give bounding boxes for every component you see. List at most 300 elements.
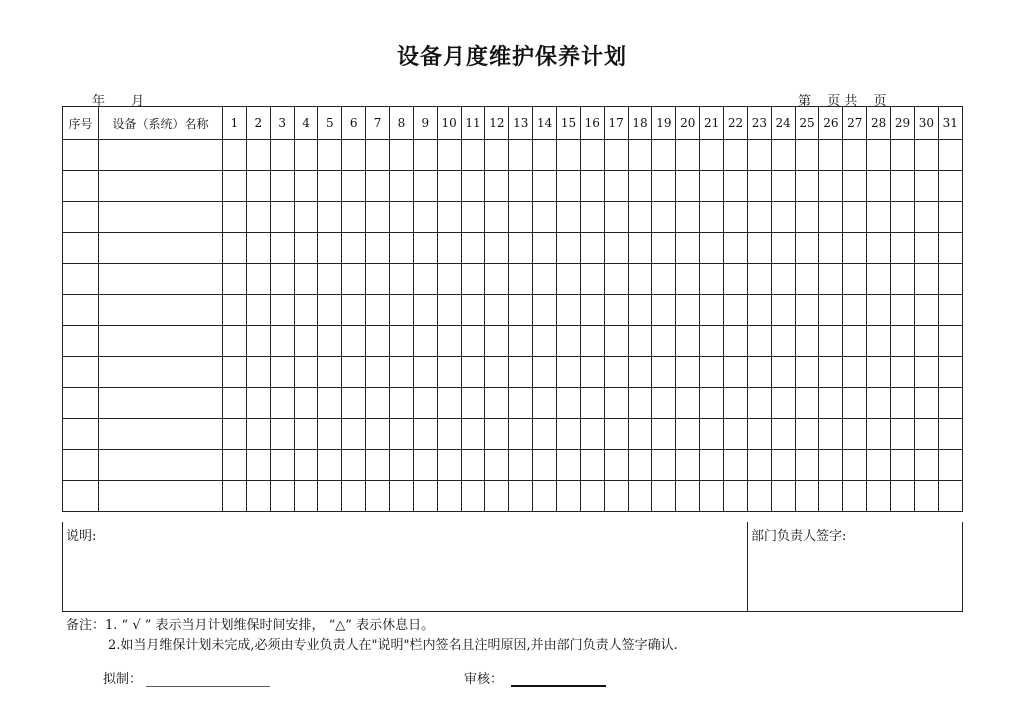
day-cell[interactable] — [390, 419, 414, 450]
day-cell[interactable] — [461, 388, 485, 419]
day-cell[interactable] — [652, 481, 676, 512]
day-cell[interactable] — [223, 326, 247, 357]
day-cell[interactable] — [580, 326, 604, 357]
day-cell[interactable] — [342, 233, 366, 264]
day-cell[interactable] — [390, 202, 414, 233]
day-cell[interactable] — [580, 264, 604, 295]
day-cell[interactable] — [366, 481, 390, 512]
day-cell[interactable] — [724, 171, 748, 202]
day-cell[interactable] — [461, 140, 485, 171]
day-cell[interactable] — [557, 264, 581, 295]
day-cell[interactable] — [867, 295, 891, 326]
day-cell[interactable] — [294, 202, 318, 233]
day-cell[interactable] — [843, 481, 867, 512]
day-cell[interactable] — [628, 295, 652, 326]
day-cell[interactable] — [795, 295, 819, 326]
day-cell[interactable] — [843, 295, 867, 326]
day-cell[interactable] — [771, 233, 795, 264]
day-cell[interactable] — [509, 419, 533, 450]
day-cell[interactable] — [652, 357, 676, 388]
day-cell[interactable] — [604, 388, 628, 419]
day-cell[interactable] — [795, 388, 819, 419]
day-cell[interactable] — [223, 202, 247, 233]
day-cell[interactable] — [390, 481, 414, 512]
day-cell[interactable] — [413, 388, 437, 419]
day-cell[interactable] — [843, 357, 867, 388]
day-cell[interactable] — [413, 326, 437, 357]
day-cell[interactable] — [891, 171, 915, 202]
day-cell[interactable] — [437, 233, 461, 264]
day-cell[interactable] — [223, 233, 247, 264]
day-cell[interactable] — [557, 388, 581, 419]
day-cell[interactable] — [485, 171, 509, 202]
day-cell[interactable] — [461, 450, 485, 481]
day-cell[interactable] — [819, 388, 843, 419]
day-cell[interactable] — [270, 202, 294, 233]
day-cell[interactable] — [390, 233, 414, 264]
day-cell[interactable] — [557, 419, 581, 450]
equipment-name-cell[interactable] — [99, 450, 223, 481]
day-cell[interactable] — [533, 357, 557, 388]
day-cell[interactable] — [652, 326, 676, 357]
day-cell[interactable] — [891, 357, 915, 388]
day-cell[interactable] — [891, 419, 915, 450]
day-cell[interactable] — [819, 171, 843, 202]
day-cell[interactable] — [747, 264, 771, 295]
day-cell[interactable] — [557, 233, 581, 264]
day-cell[interactable] — [270, 233, 294, 264]
day-cell[interactable] — [724, 140, 748, 171]
day-cell[interactable] — [795, 140, 819, 171]
day-cell[interactable] — [747, 450, 771, 481]
day-cell[interactable] — [938, 171, 962, 202]
day-cell[interactable] — [700, 450, 724, 481]
day-cell[interactable] — [413, 171, 437, 202]
day-cell[interactable] — [843, 264, 867, 295]
day-cell[interactable] — [366, 419, 390, 450]
day-cell[interactable] — [628, 419, 652, 450]
day-cell[interactable] — [437, 388, 461, 419]
day-cell[interactable] — [747, 419, 771, 450]
day-cell[interactable] — [294, 233, 318, 264]
day-cell[interactable] — [390, 450, 414, 481]
day-cell[interactable] — [390, 326, 414, 357]
day-cell[interactable] — [509, 450, 533, 481]
day-cell[interactable] — [628, 264, 652, 295]
day-cell[interactable] — [771, 481, 795, 512]
day-cell[interactable] — [294, 388, 318, 419]
equipment-name-cell[interactable] — [99, 481, 223, 512]
day-cell[interactable] — [819, 202, 843, 233]
day-cell[interactable] — [628, 481, 652, 512]
day-cell[interactable] — [270, 419, 294, 450]
day-cell[interactable] — [318, 450, 342, 481]
day-cell[interactable] — [223, 171, 247, 202]
day-cell[interactable] — [891, 388, 915, 419]
day-cell[interactable] — [342, 450, 366, 481]
day-cell[interactable] — [604, 450, 628, 481]
day-cell[interactable] — [724, 419, 748, 450]
day-cell[interactable] — [533, 140, 557, 171]
day-cell[interactable] — [795, 357, 819, 388]
day-cell[interactable] — [437, 450, 461, 481]
day-cell[interactable] — [771, 295, 795, 326]
equipment-name-cell[interactable] — [99, 202, 223, 233]
day-cell[interactable] — [485, 450, 509, 481]
day-cell[interactable] — [246, 140, 270, 171]
seq-cell[interactable] — [63, 388, 99, 419]
day-cell[interactable] — [509, 357, 533, 388]
day-cell[interactable] — [413, 450, 437, 481]
day-cell[interactable] — [580, 388, 604, 419]
day-cell[interactable] — [747, 481, 771, 512]
day-cell[interactable] — [819, 295, 843, 326]
day-cell[interactable] — [938, 419, 962, 450]
day-cell[interactable] — [724, 326, 748, 357]
day-cell[interactable] — [914, 264, 938, 295]
day-cell[interactable] — [270, 171, 294, 202]
day-cell[interactable] — [270, 450, 294, 481]
day-cell[interactable] — [938, 481, 962, 512]
day-cell[interactable] — [867, 419, 891, 450]
day-cell[interactable] — [557, 171, 581, 202]
day-cell[interactable] — [700, 233, 724, 264]
day-cell[interactable] — [747, 233, 771, 264]
day-cell[interactable] — [533, 264, 557, 295]
day-cell[interactable] — [604, 264, 628, 295]
day-cell[interactable] — [318, 202, 342, 233]
day-cell[interactable] — [485, 140, 509, 171]
day-cell[interactable] — [461, 419, 485, 450]
equipment-name-cell[interactable] — [99, 326, 223, 357]
day-cell[interactable] — [246, 450, 270, 481]
day-cell[interactable] — [795, 419, 819, 450]
day-cell[interactable] — [867, 450, 891, 481]
seq-cell[interactable] — [63, 295, 99, 326]
day-cell[interactable] — [628, 233, 652, 264]
day-cell[interactable] — [366, 264, 390, 295]
day-cell[interactable] — [223, 264, 247, 295]
day-cell[interactable] — [700, 171, 724, 202]
day-cell[interactable] — [223, 419, 247, 450]
day-cell[interactable] — [724, 202, 748, 233]
day-cell[interactable] — [914, 233, 938, 264]
day-cell[interactable] — [628, 140, 652, 171]
day-cell[interactable] — [557, 295, 581, 326]
day-cell[interactable] — [318, 481, 342, 512]
day-cell[interactable] — [342, 388, 366, 419]
day-cell[interactable] — [413, 264, 437, 295]
day-cell[interactable] — [533, 481, 557, 512]
day-cell[interactable] — [485, 295, 509, 326]
day-cell[interactable] — [437, 264, 461, 295]
day-cell[interactable] — [366, 326, 390, 357]
day-cell[interactable] — [676, 419, 700, 450]
day-cell[interactable] — [413, 233, 437, 264]
day-cell[interactable] — [318, 233, 342, 264]
day-cell[interactable] — [366, 171, 390, 202]
day-cell[interactable] — [533, 233, 557, 264]
day-cell[interactable] — [342, 481, 366, 512]
day-cell[interactable] — [342, 295, 366, 326]
equipment-name-cell[interactable] — [99, 357, 223, 388]
equipment-name-cell[interactable] — [99, 295, 223, 326]
day-cell[interactable] — [867, 388, 891, 419]
seq-cell[interactable] — [63, 202, 99, 233]
day-cell[interactable] — [843, 202, 867, 233]
day-cell[interactable] — [580, 357, 604, 388]
day-cell[interactable] — [485, 233, 509, 264]
day-cell[interactable] — [914, 388, 938, 419]
day-cell[interactable] — [747, 171, 771, 202]
day-cell[interactable] — [628, 357, 652, 388]
day-cell[interactable] — [246, 171, 270, 202]
day-cell[interactable] — [270, 264, 294, 295]
day-cell[interactable] — [700, 419, 724, 450]
day-cell[interactable] — [843, 171, 867, 202]
day-cell[interactable] — [461, 233, 485, 264]
seq-cell[interactable] — [63, 140, 99, 171]
day-cell[interactable] — [771, 171, 795, 202]
seq-cell[interactable] — [63, 326, 99, 357]
day-cell[interactable] — [795, 233, 819, 264]
day-cell[interactable] — [580, 140, 604, 171]
day-cell[interactable] — [223, 388, 247, 419]
day-cell[interactable] — [533, 326, 557, 357]
day-cell[interactable] — [747, 295, 771, 326]
day-cell[interactable] — [843, 388, 867, 419]
day-cell[interactable] — [771, 450, 795, 481]
day-cell[interactable] — [509, 481, 533, 512]
day-cell[interactable] — [366, 450, 390, 481]
day-cell[interactable] — [533, 171, 557, 202]
day-cell[interactable] — [843, 140, 867, 171]
day-cell[interactable] — [294, 140, 318, 171]
day-cell[interactable] — [294, 171, 318, 202]
day-cell[interactable] — [223, 450, 247, 481]
day-cell[interactable] — [676, 295, 700, 326]
day-cell[interactable] — [771, 388, 795, 419]
day-cell[interactable] — [270, 326, 294, 357]
day-cell[interactable] — [676, 388, 700, 419]
day-cell[interactable] — [318, 326, 342, 357]
day-cell[interactable] — [867, 326, 891, 357]
day-cell[interactable] — [795, 481, 819, 512]
seq-cell[interactable] — [63, 233, 99, 264]
day-cell[interactable] — [246, 326, 270, 357]
day-cell[interactable] — [318, 419, 342, 450]
day-cell[interactable] — [557, 357, 581, 388]
day-cell[interactable] — [819, 481, 843, 512]
day-cell[interactable] — [509, 264, 533, 295]
day-cell[interactable] — [342, 264, 366, 295]
day-cell[interactable] — [771, 326, 795, 357]
day-cell[interactable] — [580, 202, 604, 233]
day-cell[interactable] — [580, 481, 604, 512]
day-cell[interactable] — [533, 295, 557, 326]
day-cell[interactable] — [628, 450, 652, 481]
day-cell[interactable] — [223, 295, 247, 326]
day-cell[interactable] — [700, 357, 724, 388]
day-cell[interactable] — [819, 450, 843, 481]
day-cell[interactable] — [676, 140, 700, 171]
day-cell[interactable] — [914, 326, 938, 357]
day-cell[interactable] — [676, 171, 700, 202]
day-cell[interactable] — [676, 481, 700, 512]
day-cell[interactable] — [294, 419, 318, 450]
day-cell[interactable] — [867, 264, 891, 295]
day-cell[interactable] — [318, 171, 342, 202]
day-cell[interactable] — [294, 264, 318, 295]
day-cell[interactable] — [676, 450, 700, 481]
day-cell[interactable] — [485, 388, 509, 419]
day-cell[interactable] — [557, 140, 581, 171]
day-cell[interactable] — [891, 233, 915, 264]
day-cell[interactable] — [652, 295, 676, 326]
day-cell[interactable] — [700, 202, 724, 233]
day-cell[interactable] — [294, 481, 318, 512]
day-cell[interactable] — [891, 295, 915, 326]
day-cell[interactable] — [580, 295, 604, 326]
day-cell[interactable] — [223, 357, 247, 388]
day-cell[interactable] — [891, 481, 915, 512]
day-cell[interactable] — [461, 264, 485, 295]
day-cell[interactable] — [318, 295, 342, 326]
day-cell[interactable] — [437, 357, 461, 388]
day-cell[interactable] — [700, 295, 724, 326]
day-cell[interactable] — [223, 481, 247, 512]
day-cell[interactable] — [604, 233, 628, 264]
day-cell[interactable] — [914, 450, 938, 481]
day-cell[interactable] — [771, 419, 795, 450]
day-cell[interactable] — [700, 140, 724, 171]
day-cell[interactable] — [795, 202, 819, 233]
day-cell[interactable] — [795, 450, 819, 481]
day-cell[interactable] — [843, 233, 867, 264]
day-cell[interactable] — [604, 202, 628, 233]
equipment-name-cell[interactable] — [99, 140, 223, 171]
day-cell[interactable] — [604, 140, 628, 171]
day-cell[interactable] — [390, 171, 414, 202]
day-cell[interactable] — [366, 202, 390, 233]
day-cell[interactable] — [557, 326, 581, 357]
day-cell[interactable] — [342, 171, 366, 202]
day-cell[interactable] — [557, 481, 581, 512]
day-cell[interactable] — [557, 202, 581, 233]
day-cell[interactable] — [294, 295, 318, 326]
day-cell[interactable] — [676, 357, 700, 388]
day-cell[interactable] — [437, 140, 461, 171]
day-cell[interactable] — [819, 264, 843, 295]
day-cell[interactable] — [795, 171, 819, 202]
day-cell[interactable] — [914, 202, 938, 233]
day-cell[interactable] — [914, 140, 938, 171]
day-cell[interactable] — [676, 326, 700, 357]
day-cell[interactable] — [318, 264, 342, 295]
day-cell[interactable] — [580, 171, 604, 202]
day-cell[interactable] — [342, 326, 366, 357]
day-cell[interactable] — [891, 140, 915, 171]
day-cell[interactable] — [819, 233, 843, 264]
seq-cell[interactable] — [63, 171, 99, 202]
day-cell[interactable] — [390, 357, 414, 388]
day-cell[interactable] — [867, 140, 891, 171]
day-cell[interactable] — [747, 326, 771, 357]
seq-cell[interactable] — [63, 450, 99, 481]
day-cell[interactable] — [437, 481, 461, 512]
day-cell[interactable] — [485, 326, 509, 357]
seq-cell[interactable] — [63, 481, 99, 512]
day-cell[interactable] — [938, 264, 962, 295]
day-cell[interactable] — [294, 450, 318, 481]
day-cell[interactable] — [891, 450, 915, 481]
day-cell[interactable] — [461, 171, 485, 202]
day-cell[interactable] — [747, 388, 771, 419]
day-cell[interactable] — [938, 326, 962, 357]
day-cell[interactable] — [437, 202, 461, 233]
day-cell[interactable] — [652, 419, 676, 450]
day-cell[interactable] — [246, 295, 270, 326]
day-cell[interactable] — [485, 419, 509, 450]
day-cell[interactable] — [867, 233, 891, 264]
day-cell[interactable] — [652, 202, 676, 233]
day-cell[interactable] — [938, 233, 962, 264]
day-cell[interactable] — [891, 202, 915, 233]
day-cell[interactable] — [891, 264, 915, 295]
day-cell[interactable] — [771, 264, 795, 295]
day-cell[interactable] — [580, 233, 604, 264]
day-cell[interactable] — [366, 140, 390, 171]
day-cell[interactable] — [318, 140, 342, 171]
day-cell[interactable] — [771, 357, 795, 388]
day-cell[interactable] — [724, 264, 748, 295]
day-cell[interactable] — [700, 388, 724, 419]
day-cell[interactable] — [843, 326, 867, 357]
day-cell[interactable] — [509, 171, 533, 202]
day-cell[interactable] — [390, 264, 414, 295]
day-cell[interactable] — [724, 357, 748, 388]
day-cell[interactable] — [246, 388, 270, 419]
day-cell[interactable] — [437, 171, 461, 202]
day-cell[interactable] — [604, 295, 628, 326]
day-cell[interactable] — [652, 140, 676, 171]
day-cell[interactable] — [604, 171, 628, 202]
day-cell[interactable] — [914, 171, 938, 202]
day-cell[interactable] — [270, 140, 294, 171]
seq-cell[interactable] — [63, 357, 99, 388]
day-cell[interactable] — [509, 202, 533, 233]
day-cell[interactable] — [413, 481, 437, 512]
day-cell[interactable] — [628, 171, 652, 202]
day-cell[interactable] — [533, 419, 557, 450]
day-cell[interactable] — [294, 357, 318, 388]
equipment-name-cell[interactable] — [99, 388, 223, 419]
equipment-name-cell[interactable] — [99, 233, 223, 264]
day-cell[interactable] — [914, 419, 938, 450]
day-cell[interactable] — [437, 326, 461, 357]
equipment-name-cell[interactable] — [99, 171, 223, 202]
day-cell[interactable] — [390, 295, 414, 326]
day-cell[interactable] — [676, 264, 700, 295]
day-cell[interactable] — [843, 419, 867, 450]
day-cell[interactable] — [652, 450, 676, 481]
day-cell[interactable] — [366, 295, 390, 326]
review-signature-line[interactable] — [511, 673, 606, 687]
day-cell[interactable] — [318, 357, 342, 388]
drafted-signature-line[interactable] — [146, 674, 270, 687]
day-cell[interactable] — [700, 481, 724, 512]
day-cell[interactable] — [461, 202, 485, 233]
